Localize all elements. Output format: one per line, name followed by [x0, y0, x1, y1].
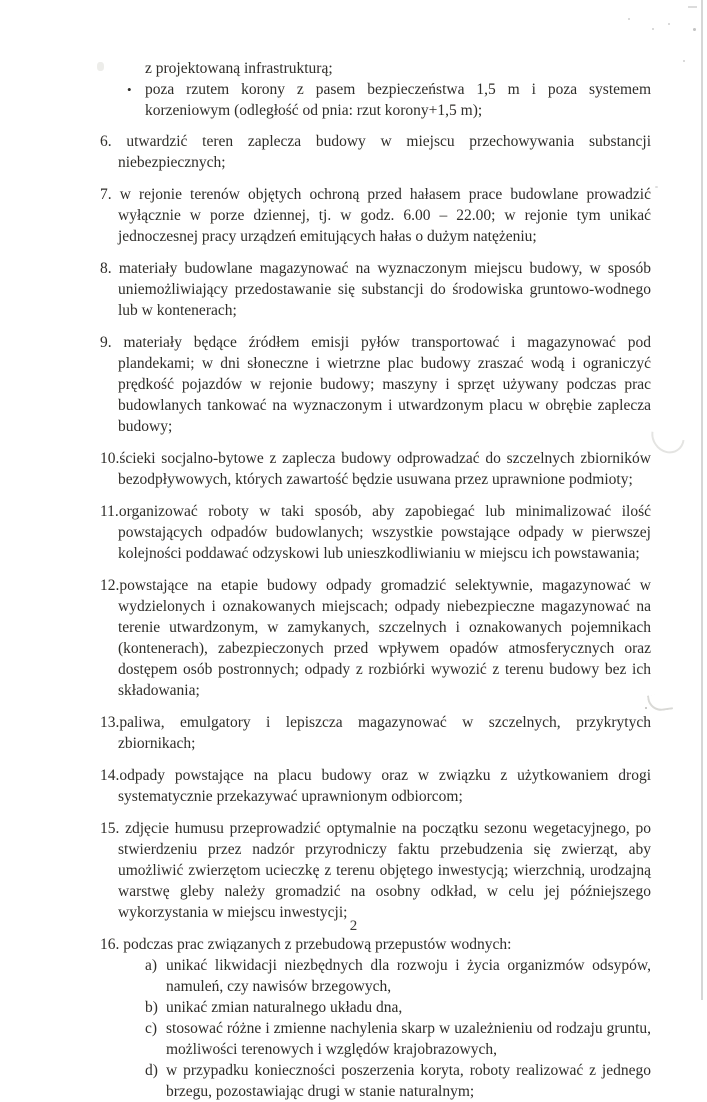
sub-item-marker: b)	[145, 999, 158, 1016]
item-text: materiały budowlane magazynować na wyznaczonym miejscu budowy, w sposób uniemożliwiający przedostawanie się substancji do środowiska gruntowo-wodnego lub w kontenerach;	[118, 260, 651, 319]
numbered-item-13	[100, 712, 651, 754]
item-text: materiały będące źródłem emisji pyłów transportować i magazynować pod plandekami; w dni słoneczne i wietrzne plac budowy zraszać wodą i ograniczyć prędkość pojazdów w rejonie budowy; maszyny i sprzęt używany podczas prac budowlanych tankować na wyznaczonym i utwardzonym placu w obrębie zaplecza budowy;	[118, 334, 651, 435]
numbered-item-10	[100, 448, 651, 490]
sub-item-a	[145, 955, 651, 997]
sub-item-d	[145, 1060, 651, 1102]
item-text: w rejonie terenów objętych ochroną przed hałasem prace budowlane prowadzić wyłącznie w porze dziennej, tj. w godz. 6.00 – 22.00; w rejonie tym unikać jednoczesnej pracy urządzeń emitujących hałas o dużym natężeniu;	[118, 186, 651, 245]
item-number: 9.	[100, 334, 124, 351]
sub-item-text: w przypadku konieczności poszerzenia koryta, roboty realizować z jednego brzegu, pozostawiając drugi w stanie naturalnym;	[166, 1062, 651, 1100]
sub-item-text: unikać likwidacji niezbędnych dla rozwoju i życia organizmów odsypów, namuleń, czy nawisów brzegowych,	[166, 957, 651, 995]
item-number: 12.	[100, 577, 120, 594]
sub-item-marker: a)	[145, 957, 158, 974]
numbered-item-9	[100, 332, 651, 437]
item-number: 7.	[100, 186, 120, 203]
item-text: utwardzić teren zaplecza budowy w miejscu przechowywania substancji niebezpiecznych;	[118, 133, 651, 171]
scan-speck	[655, 186, 658, 188]
item-number: 11.	[100, 503, 119, 520]
numbered-item-16	[100, 934, 651, 1102]
numbered-item-12	[100, 575, 651, 701]
item-text: podczas prac związanych z przebudową przepustów wodnych:	[123, 936, 512, 953]
sub-item-list	[145, 955, 651, 1102]
scan-speck	[628, 18, 630, 20]
item-number: 13.	[100, 714, 120, 731]
scan-ring-artifact	[645, 412, 692, 460]
scan-edge-line	[701, 0, 703, 1000]
sub-item-marker: c)	[145, 1020, 158, 1037]
item-text: paliwa, emulgatory i lepiszcza magazynować w szczelnych, przykrytych zbiornikach;	[118, 714, 651, 752]
sub-item-c	[145, 1018, 651, 1060]
scan-speck	[693, 28, 696, 31]
bullet-marker: •	[127, 82, 132, 97]
numbered-item-14	[100, 765, 651, 807]
sub-item-text: stosować różne i zmienne nachylenia skarp w uzależnieniu od rodzaju gruntu, możliwości terenowych i względów krajobrazowych,	[166, 1020, 651, 1058]
numbered-item-8	[100, 258, 651, 321]
bullet-text: poza rzutem korony z pasem bezpieczeństwa 1,5 m i poza systemem korzeniowym (odległość od pnia: rzut korony+1,5 m);	[145, 81, 651, 119]
scan-speck	[668, 23, 670, 25]
item-number: 8.	[100, 260, 119, 277]
sub-item-b	[145, 997, 651, 1018]
item-number: 15.	[100, 820, 126, 837]
item-text: zdjęcie humusu przeprowadzić optymalnie na początku sezonu wegetacyjnego, po stwierdzeniu przez nadzór przyrodniczy faktu przebudzenia się zwierząt, aby umożliwić zwierzętom ucieczkę z terenu objętego inwestycją; wierzchnią, urodzajną warstwę gleby należy gromadzić na osobny odkład, w celu jej późniejszego wykorzystania w miejscu inwestycji;	[118, 820, 651, 921]
numbered-item-15	[100, 818, 651, 923]
sub-item-marker: d)	[145, 1062, 158, 1079]
scan-corner-mark	[688, 6, 697, 8]
sub-item-text: unikać zmian naturalnego układu dna,	[166, 999, 403, 1016]
item-text: odpady powstające na placu budowy oraz w związku z użytkowaniem drogi systematycznie przekazywać uprawnionym odbiorcom;	[118, 767, 651, 805]
numbered-item-6	[100, 131, 651, 173]
item-number: 6.	[100, 133, 127, 150]
document-body	[100, 58, 651, 1102]
item-number: 14.	[100, 767, 120, 784]
page-number: 2	[349, 918, 358, 934]
bullet-item	[100, 79, 651, 121]
item-text: ścieki socjalno-bytowe z zaplecza budowy odprowadzać do szczelnych zbiorników bezodpływowych, których zawartość będzie usuwana przez uprawnione podmioty;	[118, 450, 651, 488]
scan-speck	[652, 28, 654, 30]
numbered-item-11	[100, 501, 651, 564]
item-text: organizować roboty w taki sposób, aby zapobiegać lub minimalizować ilość powstających odpadów budowlanych; wszystkie powstające odpady w pierwszej kolejności poddawać odzyskowi lub unieszkodliwianiu w miejscu ich powstawania;	[118, 503, 651, 562]
bullet-continuation-line: z projektowaną infrastrukturą;	[145, 60, 333, 77]
item-number: 10.	[100, 450, 120, 467]
item-number: 16.	[100, 936, 124, 953]
scan-speck	[683, 60, 685, 62]
numbered-item-7	[100, 184, 651, 247]
item-text: powstające na etapie budowy odpady gromadzić selektywnie, magazynować w wydzielonych i oznakowanych miejscach; odpady niebezpieczne magazynować na terenie utwardzonym, w zamykanych, szczelnych i oznakowanych pojemnikach (kontenerach), zabezpieczonych przed wpływem opadów atmosferycznych oraz dostępem osób postronnych; odpady z rozbiórki wywozić z terenu budowy bez ich składowania;	[118, 577, 651, 699]
